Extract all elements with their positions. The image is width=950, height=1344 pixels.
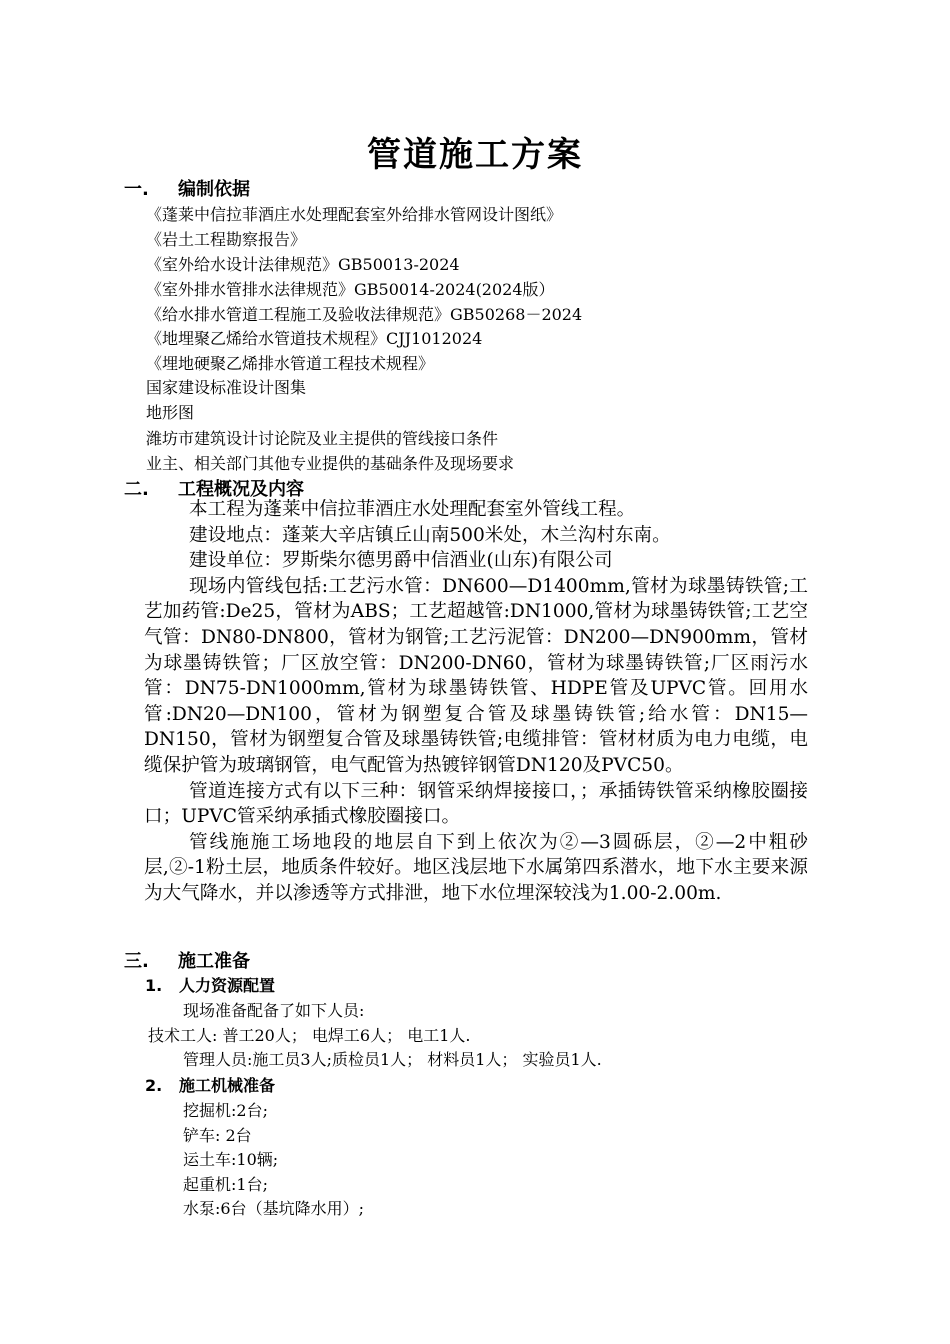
reference-item: 潍坊市建筑设计讨论院及业主提供的管线接口条件 [146, 429, 499, 448]
section-number: 二. [124, 479, 149, 500]
section-heading-preparation [124, 947, 250, 973]
subsection-title: 人力资源配置 [179, 976, 276, 995]
machinery-line: 运土车:10辆; [183, 1150, 279, 1169]
machinery-line: 起重机:1台; [183, 1175, 268, 1194]
overview-paragraph: 建设单位：罗斯柴尔德男爵中信酒业(山东)有限公司 [189, 550, 613, 572]
subsection-title: 施工机械准备 [179, 1076, 276, 1095]
reference-item: 《室外排水管排水法律规范》GB50014-2024(2024版） [146, 280, 555, 299]
machinery-line: 铲车: 2台 [183, 1126, 252, 1145]
overview-paragraph: 管道连接方式有以下三种：钢管采纳焊接接口，；承插铸铁管采纳橡胶圈接口；UPVC管采纳承插式橡胶圈接口。 [144, 780, 808, 828]
manpower-line: 现场准备配备了如下人员: [183, 1001, 365, 1020]
reference-item: 《埋地硬聚乙烯排水管道工程技术规程》 [146, 354, 435, 373]
section-title: 工程概况及内容 [178, 479, 304, 500]
overview-paragraph: 现场内管线包括:工艺污水管：DN600—D1400mm,管材为球墨铸铁管;工艺加药管:De25，管材为ABS；工艺超越管:DN1000,管材为球墨铸铁管;工艺空气管：DN80-DN800，管材为钢管;工艺污泥管：DN200—DN900mm，管材为球墨铸铁管；厂区放空管：DN200-DN60，管材为球墨铸铁管;厂区雨污水管：DN75-DN1000mm,管材为球墨铸铁管、HDPE管及UPVC管。回用水管:DN20—DN100，管材为钢塑复合管及球墨铸铁管;给水管：DN15—DN150，管材为钢塑复合管及球墨铸铁管;电缆排管：管材材质为电力电缆，电缆保护管为玻璃钢管，电气配管为热镀锌钢管DN120及PVC50。 [144, 575, 808, 776]
overview-paragraph: 建设地点：蓬莱大辛店镇丘山南500米处，木兰沟村东南。 [189, 524, 671, 546]
overview-paragraph: 本工程为蓬莱中信拉菲酒庄水处理配套室外管线工程。 [189, 499, 636, 520]
manpower-line: 技术工人: 普工20人； 电焊工6人； 电工1人. [148, 1026, 471, 1045]
section-number: 一. [124, 179, 149, 200]
reference-item: 国家建设标准设计图集 [146, 378, 307, 397]
reference-item: 业主、相关部门其他专业提供的基础条件及现场要求 [146, 454, 515, 473]
subsection-number: 2. [145, 1076, 163, 1095]
reference-item: 地形图 [146, 403, 195, 422]
reference-item: 《给水排水管道工程施工及验收法律规范》GB50268－2024 [146, 305, 583, 324]
machinery-line: 水泵:6台（基坑降水用）; [183, 1199, 364, 1218]
overview-paragraph: 管线施施工场地段的地层自下到上依次为②—3圆砾层，②—2中粗砂层,②-1粉土层，地质条件较好。地区浅层地下水属第四系潜水，地下水主要来源为大气降水，并以渗透等方式排泄，地下水位埋深较浅为1.00-2.00m. [144, 831, 808, 904]
section-heading-basis [124, 175, 250, 201]
overview-body [144, 497, 808, 907]
subsection-heading-machinery [145, 1073, 275, 1096]
reference-item: 《蓬莱中信拉菲酒庄水处理配套室外给排水管网设计图纸》 [146, 205, 563, 224]
document-title: 管道施工方案 [367, 135, 583, 175]
reference-item: 《岩土工程勘察报告》 [146, 230, 307, 249]
section-title: 编制依据 [178, 179, 250, 200]
subsection-number: 1. [145, 976, 163, 995]
manpower-line: 管理人员:施工员3人;质检员1人； 材料员1人； 实验员1人. [183, 1050, 602, 1069]
machinery-line: 挖掘机:2台; [183, 1101, 268, 1120]
subsection-heading-manpower [145, 973, 275, 996]
section-number: 三. [124, 951, 149, 972]
reference-item: 《地埋聚乙烯给水管道技术规程》CJJ1012024 [146, 329, 483, 348]
reference-item: 《室外给水设计法律规范》GB50013-2024 [146, 255, 460, 274]
section-title: 施工准备 [178, 951, 250, 972]
